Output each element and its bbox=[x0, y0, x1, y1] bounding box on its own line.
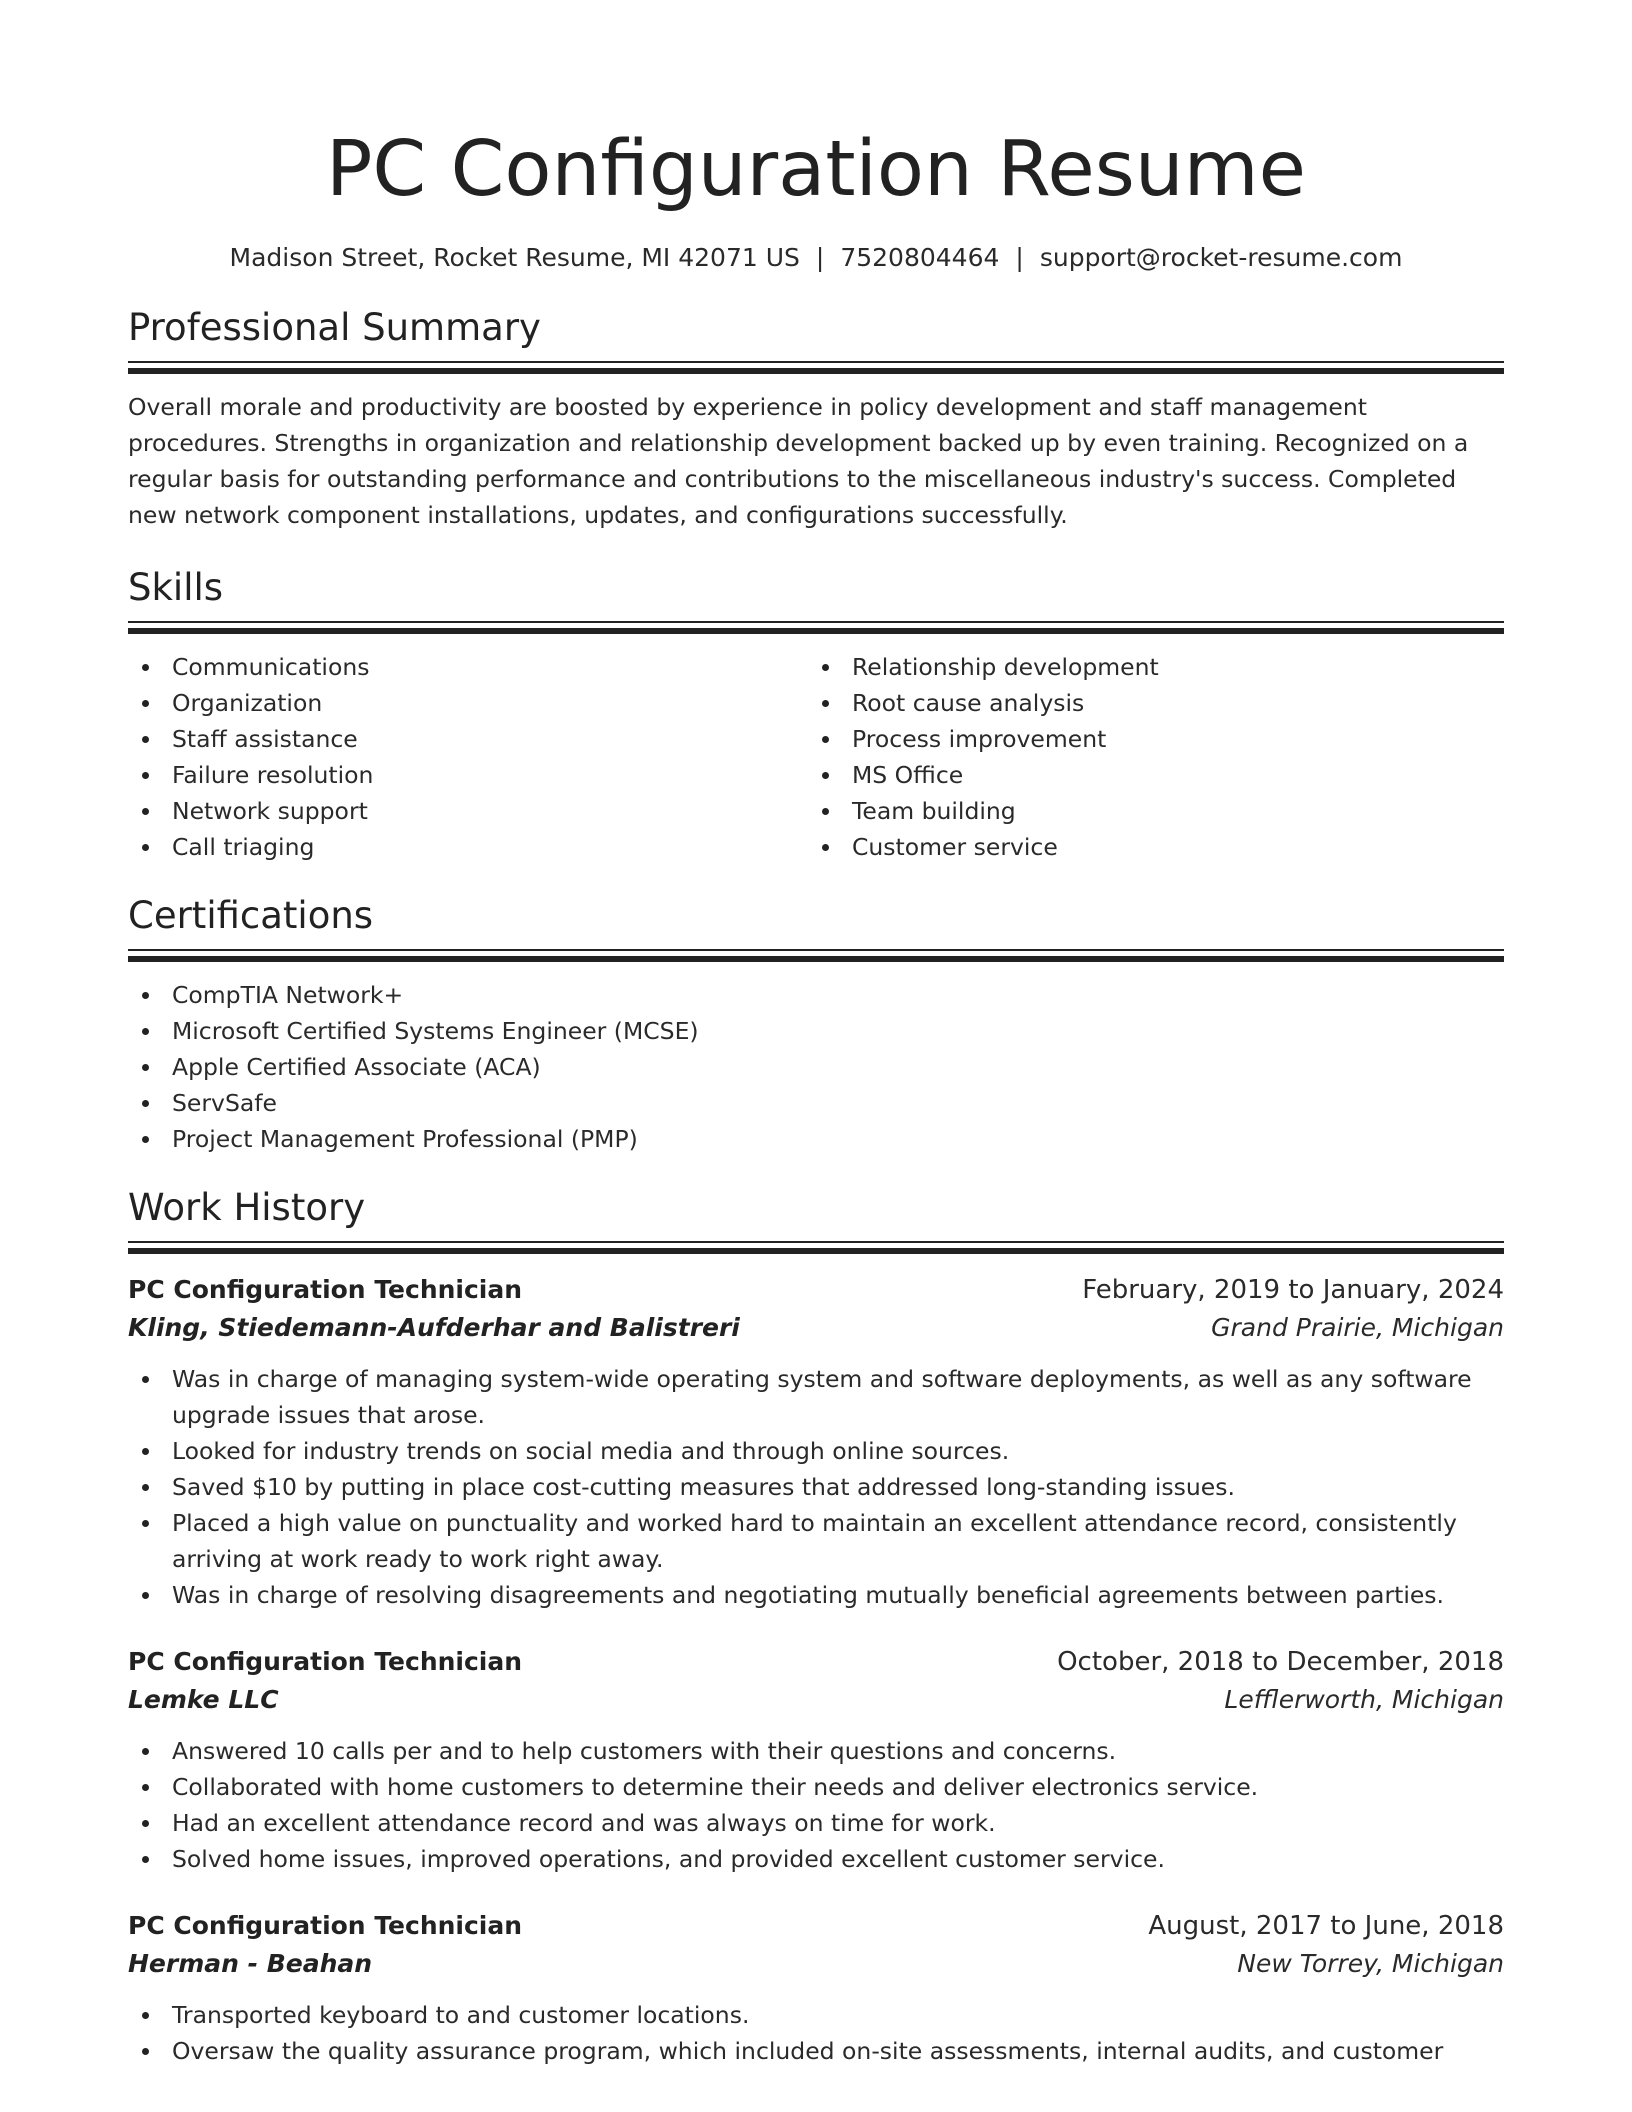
certification-item: ServSafe bbox=[128, 1085, 1504, 1121]
job-title: PC Configuration Technician bbox=[128, 1647, 523, 1676]
certification-item: Apple Certified Associate (ACA) bbox=[128, 1049, 1504, 1085]
certifications-list bbox=[128, 977, 1504, 1157]
contact-separator: | bbox=[1015, 243, 1024, 272]
job-entry bbox=[128, 1271, 1504, 1613]
job-header bbox=[128, 1271, 1504, 1309]
job-bullets bbox=[128, 1733, 1504, 1877]
skill-item: Call triaging bbox=[128, 829, 808, 865]
skills-list-right bbox=[808, 649, 1488, 865]
contact-separator: | bbox=[815, 243, 825, 272]
section-heading: Professional Summary bbox=[128, 306, 541, 349]
job-bullet: Transported keyboard to and customer locations. bbox=[128, 1997, 1504, 2033]
section-heading: Certifications bbox=[128, 894, 374, 937]
job-bullet: Placed a high value on punctuality and worked hard to maintain an excellent attendance record, consistently arriving at work ready to work right away. bbox=[128, 1505, 1504, 1577]
skill-item: Staff assistance bbox=[128, 721, 808, 757]
contact-email: support@rocket-resume.com bbox=[1039, 243, 1403, 272]
job-bullet: Had an excellent attendance record and was always on time for work. bbox=[128, 1805, 1504, 1841]
skill-item: Root cause analysis bbox=[808, 685, 1488, 721]
job-header bbox=[128, 1907, 1504, 1945]
certification-item: Project Management Professional (PMP) bbox=[128, 1121, 1504, 1157]
skill-item: Team building bbox=[808, 793, 1488, 829]
job-company: Lemke LLC bbox=[128, 1685, 279, 1714]
contact-address: Madison Street, Rocket Resume, MI 42071 US bbox=[229, 243, 800, 272]
section-divider bbox=[128, 949, 1504, 963]
job-location: New Torrey, Michigan bbox=[1237, 1949, 1504, 1978]
job-location: Lefflerworth, Michigan bbox=[1224, 1685, 1504, 1714]
skills-list-left bbox=[128, 649, 808, 865]
job-location: Grand Prairie, Michigan bbox=[1211, 1313, 1504, 1342]
job-entry bbox=[128, 1643, 1504, 1877]
skill-item: Customer service bbox=[808, 829, 1488, 865]
skill-item: Relationship development bbox=[808, 649, 1488, 685]
work-history-section bbox=[128, 1185, 1504, 2069]
summary-section bbox=[128, 305, 1504, 533]
skill-item: Process improvement bbox=[808, 721, 1488, 757]
contact-phone: 7520804464 bbox=[840, 243, 1000, 272]
section-divider bbox=[128, 621, 1504, 635]
job-dates: August, 2017 to June, 2018 bbox=[1148, 1911, 1504, 1941]
certifications-section bbox=[128, 893, 1504, 1157]
summary-text: Overall morale and productivity are boosted by experience in policy development and staff management procedures. Strengths in organization and relationship development backed up by even training. Recognized on a regular basis for outstanding performance and contributions to the miscellaneous industry's success. Completed new network component installations, updates, and configurations successfully. bbox=[128, 393, 1469, 529]
job-bullet: Looked for industry trends on social media and through online sources. bbox=[128, 1433, 1504, 1469]
job-dates: October, 2018 to December, 2018 bbox=[1057, 1647, 1504, 1677]
job-bullet: Collaborated with home customers to determine their needs and deliver electronics service. bbox=[128, 1769, 1504, 1805]
resume-page bbox=[128, 0, 1504, 2069]
job-bullets bbox=[128, 1361, 1504, 1613]
job-entry bbox=[128, 1907, 1504, 2069]
job-bullets bbox=[128, 1997, 1504, 2069]
job-bullet: Was in charge of managing system-wide operating system and software deployments, as well as any software upgrade issues that arose. bbox=[128, 1361, 1504, 1433]
contact-line bbox=[128, 241, 1504, 275]
job-bullet: Solved home issues, improved operations, and provided excellent customer service. bbox=[128, 1841, 1504, 1877]
job-bullet: Was in charge of resolving disagreements and negotiating mutually beneficial agreements between parties. bbox=[128, 1577, 1504, 1613]
section-divider bbox=[128, 1241, 1504, 1255]
job-company: Herman - Beahan bbox=[128, 1949, 373, 1978]
job-dates: February, 2019 to January, 2024 bbox=[1082, 1275, 1504, 1305]
job-company: Kling, Stiedemann-Aufderhar and Balistreri bbox=[128, 1313, 740, 1342]
section-heading: Skills bbox=[128, 566, 224, 609]
job-subheader bbox=[128, 1945, 1504, 1983]
skill-item: Failure resolution bbox=[128, 757, 808, 793]
skill-item: Organization bbox=[128, 685, 808, 721]
skills-grid bbox=[128, 649, 1504, 865]
skills-section bbox=[128, 565, 1504, 865]
job-bullet: Saved $10 by putting in place cost-cutting measures that addressed long-standing issues. bbox=[128, 1469, 1504, 1505]
job-subheader bbox=[128, 1309, 1504, 1347]
job-title: PC Configuration Technician bbox=[128, 1911, 523, 1940]
job-bullet: Answered 10 calls per and to help customers with their questions and concerns. bbox=[128, 1733, 1504, 1769]
section-divider bbox=[128, 361, 1504, 375]
skill-item: MS Office bbox=[808, 757, 1488, 793]
job-header bbox=[128, 1643, 1504, 1681]
skill-item: Network support bbox=[128, 793, 808, 829]
certification-item: Microsoft Certified Systems Engineer (MCSE) bbox=[128, 1013, 1504, 1049]
certification-item: CompTIA Network+ bbox=[128, 977, 1504, 1013]
job-bullet: Oversaw the quality assurance program, which included on-site assessments, internal audits, and customer bbox=[128, 2033, 1504, 2069]
section-heading: Work History bbox=[128, 1186, 366, 1229]
resume-title: PC Configuration Resume bbox=[325, 125, 1307, 214]
job-title: PC Configuration Technician bbox=[128, 1275, 523, 1304]
job-subheader bbox=[128, 1681, 1504, 1719]
skill-item: Communications bbox=[128, 649, 808, 685]
